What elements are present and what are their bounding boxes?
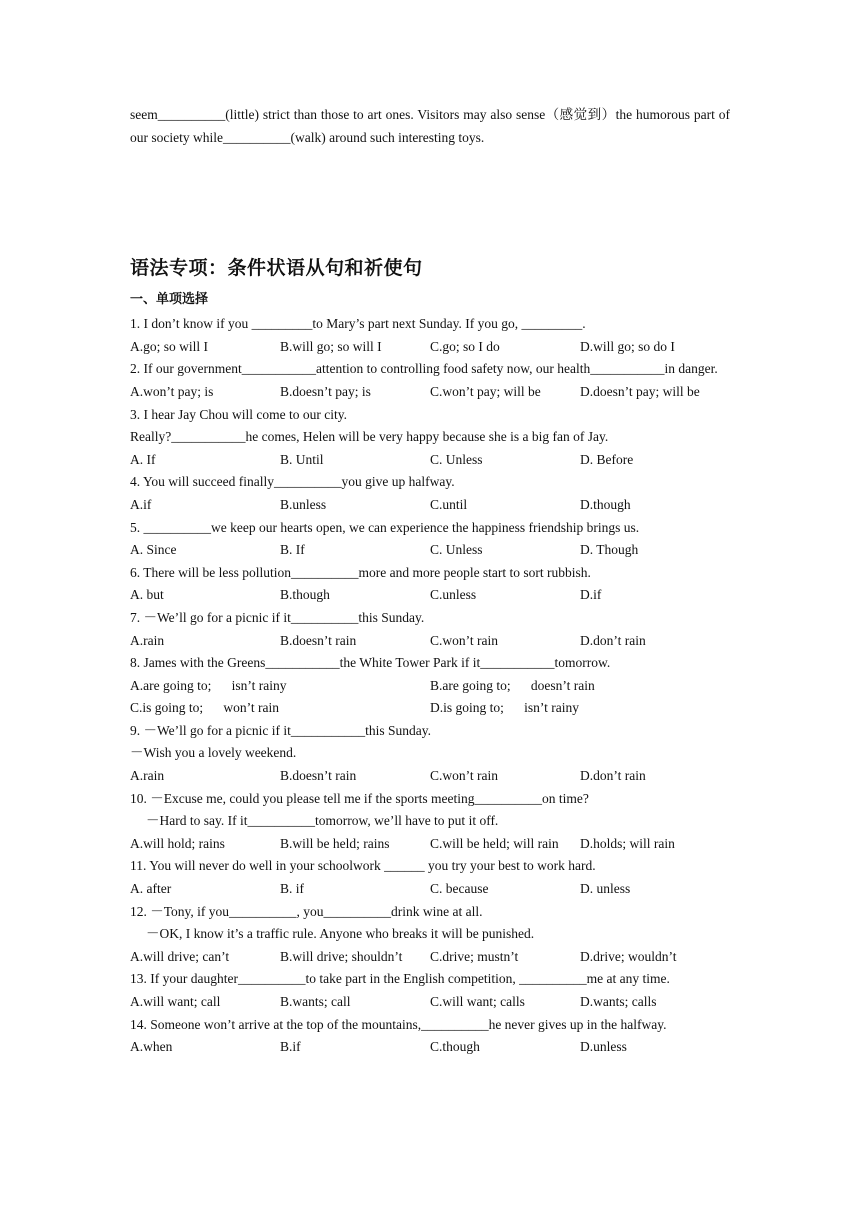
option-a: A.rain [130,768,165,784]
option-d: D. Before [580,451,634,467]
question-text: 3. I hear Jay Chou will come to our city. [130,406,347,422]
option-d: D.is going to; isn’t rainy [430,700,580,716]
option-b: B.will go; so will I [280,338,382,354]
option-a: A. but [130,587,164,603]
option-c: C. Unless [430,451,483,467]
options-row [130,336,730,359]
option-b: B. if [280,881,305,897]
option-b: B.if [280,1039,301,1055]
option-a: A. Since [130,542,177,558]
options-row [130,630,730,653]
document-page [130,104,730,1059]
option-a: A.won’t pay; is [130,383,214,399]
question-text: 5. __________we keep our hearts open, we can experience the happiness friendship brings us. [130,519,640,535]
options-row [130,1036,730,1059]
option-c: C.go; so I do [430,338,500,354]
section-heading: 一、单项选择 [130,292,209,308]
option-b: B.though [280,587,330,603]
option-b: B.doesn’t rain [280,768,357,784]
option-c: C.won’t pay; will be [430,383,541,399]
option-b: B.unless [280,496,327,512]
option-c: C.unless [430,587,477,603]
options-row [130,878,730,901]
option-a: A.will hold; rains [130,835,225,851]
question-text: －OK, I know it’s a traffic rule. Anyone who breaks it will be punished. [146,926,535,942]
options-row [130,946,730,969]
question-text: 8. James with the Greens___________the White Tower Park if it___________tomorrow. [130,655,611,671]
options-row [130,449,730,472]
option-b: B. Until [280,451,324,467]
option-a: A. after [130,881,172,897]
option-a: A.when [130,1039,173,1055]
section-title: 语法专项：条件状语从句和祈使句 [130,257,423,280]
question-text: 6. There will be less pollution__________more and more people start to sort rubbish. [130,564,591,580]
question-text: 9. －We’ll go for a picnic if it___________this Sunday. [130,722,431,738]
option-d: D.though [580,496,631,512]
option-c: C.until [430,496,468,512]
option-a: A.will drive; can’t [130,948,230,964]
option-b: B.will be held; rains [280,835,390,851]
question-text: 12. －Tony, if you__________, you__________drink wine at all. [130,903,483,919]
option-d: D. Though [580,542,639,558]
option-d: D. unless [580,881,631,897]
options-row [130,584,730,607]
options-row [130,539,730,562]
question-text: 14. Someone won’t arrive at the top of the mountains,__________he never gives up in the halfway. [130,1016,667,1032]
option-b: B.are going to; doesn’t rain [430,677,595,693]
question-text: 2. If our government___________attention to controlling food safety now, our health___________in danger. [130,361,718,377]
option-c: C.will want; calls [430,994,525,1009]
option-a: A. If [130,451,156,467]
question-list [130,313,730,1059]
option-c: C. because [430,881,489,897]
option-d: D.holds; will rain [580,835,675,851]
options-row [130,833,730,856]
options-row [130,991,730,1014]
option-c: C.is going to; won’t rain [130,700,280,716]
option-c: C.drive; mustn’t [430,948,519,964]
option-d: D.don’t rain [580,632,646,648]
option-b: B.wants; call [280,994,351,1009]
option-d: D.doesn’t pay; will be [580,383,700,399]
option-d: D.unless [580,1039,627,1055]
option-b: B.doesn’t pay; is [280,383,371,399]
option-d: D.don’t rain [580,768,646,784]
options-row [130,494,730,517]
question-text: 1. I don’t know if you _________to Mary’s part next Sunday. If you go, _________. [130,316,586,332]
option-d: D.if [580,587,602,603]
option-a: A.if [130,496,152,512]
options-row [130,765,730,788]
option-a: A.are going to; isn’t rainy [130,677,287,693]
question-text: －Hard to say. If it__________tomorrow, we’ll have to put it off. [146,813,499,829]
option-c: C. Unless [430,542,483,558]
option-a: A.will want; call [130,994,221,1009]
option-c: C.will be held; will rain [430,835,559,851]
question-text: 4. You will succeed finally__________you give up halfway. [130,474,455,490]
question-text: Really?___________he comes, Helen will be very happy because she is a big fan of Jay. [130,429,609,445]
question-text: 10. －Excuse me, could you please tell me if the sports meeting__________on time? [130,790,589,806]
options-row [130,697,730,720]
option-a: A.go; so will I [130,338,209,354]
option-d: D.drive; wouldn’t [580,948,677,964]
intro-paragraph: seem__________(little) strict than those to art ones. Visitors may also sense（感觉到）the humorous part of our society while__________(walk) around such interesting toys. [130,107,730,145]
option-b: B. If [280,542,305,558]
options-row [130,675,730,698]
option-d: D.will go; so do I [580,338,675,354]
question-text: 11. You will never do well in your schoolwork ______ you try your best to work hard. [130,858,596,874]
option-c: C.though [430,1039,480,1055]
option-b: B.will drive; shouldn’t [280,948,403,964]
question-text: 13. If your daughter__________to take part in the English competition, __________me at any time. [130,971,670,987]
option-a: A.rain [130,632,165,648]
options-row [130,381,730,404]
option-c: C.won’t rain [430,632,498,648]
question-text: 7. －We’ll go for a picnic if it__________this Sunday. [130,609,425,625]
question-text: －Wish you a lovely weekend. [130,745,297,761]
option-d: D.wants; calls [580,994,657,1009]
option-c: C.won’t rain [430,768,498,784]
option-b: B.doesn’t rain [280,632,357,648]
